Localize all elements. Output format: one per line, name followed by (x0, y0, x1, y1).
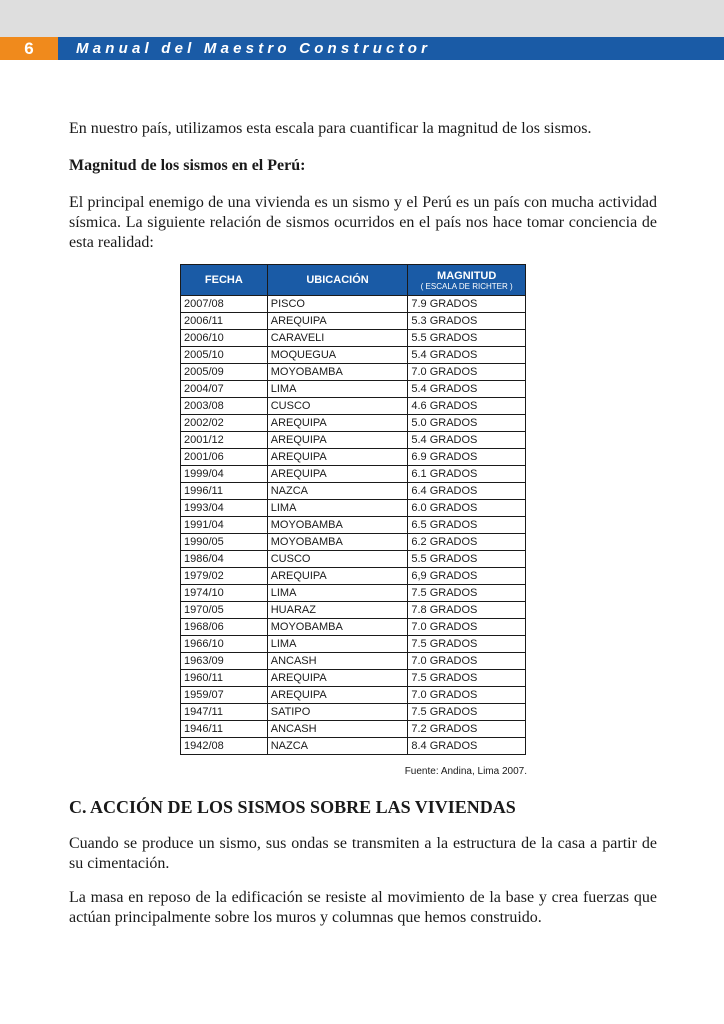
page-number: 6 (0, 37, 58, 60)
cell-magnitud: 7.5 GRADOS (408, 636, 526, 653)
cell-magnitud: 4.6 GRADOS (408, 398, 526, 415)
table-row (181, 449, 526, 466)
cell-ubicacion: CUSCO (267, 551, 408, 568)
cell-ubicacion: CUSCO (267, 398, 408, 415)
cell-ubicacion: MOYOBAMBA (267, 534, 408, 551)
cell-ubicacion: AREQUIPA (267, 687, 408, 704)
cell-ubicacion: LIMA (267, 500, 408, 517)
cell-magnitud: 6.0 GRADOS (408, 500, 526, 517)
cell-magnitud: 7.5 GRADOS (408, 670, 526, 687)
earthquake-table (180, 264, 526, 755)
cell-ubicacion: LIMA (267, 585, 408, 602)
cell-fecha: 1991/04 (181, 517, 268, 534)
cell-fecha: 2005/10 (181, 347, 268, 364)
cell-magnitud: 6.9 GRADOS (408, 449, 526, 466)
table-row (181, 687, 526, 704)
cell-fecha: 1946/11 (181, 721, 268, 738)
cell-magnitud: 7.5 GRADOS (408, 704, 526, 721)
table-row (181, 364, 526, 381)
cell-magnitud: 5.5 GRADOS (408, 551, 526, 568)
table-row (181, 670, 526, 687)
cell-magnitud: 7.5 GRADOS (408, 585, 526, 602)
cell-magnitud: 6.4 GRADOS (408, 483, 526, 500)
cell-fecha: 1947/11 (181, 704, 268, 721)
cell-fecha: 1942/08 (181, 738, 268, 755)
cell-magnitud: 7.2 GRADOS (408, 721, 526, 738)
cell-ubicacion: ANCASH (267, 721, 408, 738)
top-band (0, 0, 724, 37)
cell-fecha: 1960/11 (181, 670, 268, 687)
header-magnitud (408, 265, 526, 296)
cell-magnitud: 7.0 GRADOS (408, 687, 526, 704)
section-heading: C. ACCIÓN DE LOS SISMOS SOBRE LAS VIVIENDAS (69, 797, 516, 817)
cell-magnitud: 6.1 GRADOS (408, 466, 526, 483)
table-row (181, 704, 526, 721)
cell-fecha: 2005/09 (181, 364, 268, 381)
cell-ubicacion: AREQUIPA (267, 415, 408, 432)
table-row (181, 619, 526, 636)
cell-fecha: 2001/12 (181, 432, 268, 449)
paragraph-3: La masa en reposo de la edificación se resiste al movimiento de la base y crea fuerzas que actúan principalmente sobre los muros y columnas que hemos construido. (69, 889, 657, 926)
cell-magnitud: 5.4 GRADOS (408, 432, 526, 449)
cell-ubicacion: AREQUIPA (267, 449, 408, 466)
table-row (181, 500, 526, 517)
cell-magnitud: 8.4 GRADOS (408, 738, 526, 755)
table-row (181, 738, 526, 755)
cell-fecha: 2002/02 (181, 415, 268, 432)
cell-ubicacion: MOQUEGUA (267, 347, 408, 364)
cell-fecha: 1974/10 (181, 585, 268, 602)
cell-ubicacion: MOYOBAMBA (267, 517, 408, 534)
table-source: Fuente: Andina, Lima 2007. (404, 766, 527, 777)
table-row (181, 398, 526, 415)
cell-magnitud: 5.0 GRADOS (408, 415, 526, 432)
cell-fecha: 1968/06 (181, 619, 268, 636)
cell-fecha: 2004/07 (181, 381, 268, 398)
cell-ubicacion: LIMA (267, 636, 408, 653)
table-row (181, 585, 526, 602)
header-magnitud-label: MAGNITUD (437, 269, 497, 282)
cell-magnitud: 5.4 GRADOS (408, 347, 526, 364)
cell-fecha: 1999/04 (181, 466, 268, 483)
cell-ubicacion: AREQUIPA (267, 432, 408, 449)
cell-fecha: 1996/11 (181, 483, 268, 500)
table-row (181, 602, 526, 619)
cell-ubicacion: AREQUIPA (267, 670, 408, 687)
cell-ubicacion: SATIPO (267, 704, 408, 721)
table-row (181, 568, 526, 585)
table-row (181, 483, 526, 500)
cell-fecha: 1963/09 (181, 653, 268, 670)
table-row (181, 551, 526, 568)
table-row (181, 313, 526, 330)
cell-ubicacion: LIMA (267, 381, 408, 398)
cell-magnitud: 7.0 GRADOS (408, 619, 526, 636)
cell-fecha: 2007/08 (181, 296, 268, 313)
cell-magnitud: 6,9 GRADOS (408, 568, 526, 585)
cell-magnitud: 7.0 GRADOS (408, 653, 526, 670)
paragraph-1: El principal enemigo de una vivienda es un sismo y el Perú es un país con mucha actividad sísmica. La siguiente relación de sismos ocurridos en el país nos hace tomar conciencia de esta realidad: (69, 194, 657, 251)
table-row (181, 415, 526, 432)
cell-fecha: 1979/02 (181, 568, 268, 585)
table-row (181, 347, 526, 364)
cell-fecha: 2006/11 (181, 313, 268, 330)
cell-fecha: 1959/07 (181, 687, 268, 704)
cell-fecha: 2001/06 (181, 449, 268, 466)
cell-ubicacion: CARAVELI (267, 330, 408, 347)
table-row (181, 721, 526, 738)
table-row (181, 330, 526, 347)
cell-fecha: 1990/05 (181, 534, 268, 551)
cell-magnitud: 5.4 GRADOS (408, 381, 526, 398)
table-row (181, 517, 526, 534)
cell-ubicacion: HUARAZ (267, 602, 408, 619)
cell-ubicacion: ANCASH (267, 653, 408, 670)
cell-fecha: 2006/10 (181, 330, 268, 347)
table-header-row (181, 265, 526, 296)
cell-ubicacion: PISCO (267, 296, 408, 313)
cell-ubicacion: AREQUIPA (267, 466, 408, 483)
header-fecha: FECHA (181, 265, 268, 296)
cell-ubicacion: AREQUIPA (267, 568, 408, 585)
cell-ubicacion: AREQUIPA (267, 313, 408, 330)
cell-magnitud: 7.0 GRADOS (408, 364, 526, 381)
page-header (0, 37, 724, 60)
cell-ubicacion: NAZCA (267, 483, 408, 500)
cell-magnitud: 7.9 GRADOS (408, 296, 526, 313)
header-title: Manual del Maestro Constructor (76, 40, 432, 57)
cell-fecha: 1966/10 (181, 636, 268, 653)
cell-ubicacion: NAZCA (267, 738, 408, 755)
cell-ubicacion: MOYOBAMBA (267, 364, 408, 381)
table-row (181, 636, 526, 653)
cell-fecha: 1986/04 (181, 551, 268, 568)
table-row (181, 296, 526, 313)
table-row (181, 381, 526, 398)
subheading: Magnitud de los sismos en el Perú: (69, 157, 306, 174)
cell-magnitud: 5.3 GRADOS (408, 313, 526, 330)
cell-fecha: 1970/05 (181, 602, 268, 619)
cell-magnitud: 5.5 GRADOS (408, 330, 526, 347)
cell-magnitud: 7.8 GRADOS (408, 602, 526, 619)
header-ubicacion: UBICACIÓN (267, 265, 408, 296)
cell-fecha: 1993/04 (181, 500, 268, 517)
cell-ubicacion: MOYOBAMBA (267, 619, 408, 636)
table-row (181, 653, 526, 670)
cell-magnitud: 6.2 GRADOS (408, 534, 526, 551)
header-magnitud-sub: ( ESCALA DE RICHTER ) (420, 281, 513, 291)
cell-magnitud: 6.5 GRADOS (408, 517, 526, 534)
cell-fecha: 2003/08 (181, 398, 268, 415)
table-row (181, 432, 526, 449)
table-row (181, 534, 526, 551)
table-row (181, 466, 526, 483)
intro-paragraph: En nuestro país, utilizamos esta escala para cuantificar la magnitud de los sismos. (69, 120, 592, 137)
paragraph-2: Cuando se produce un sismo, sus ondas se transmiten a la estructura de la casa a partir de su cimentación. (69, 835, 657, 872)
